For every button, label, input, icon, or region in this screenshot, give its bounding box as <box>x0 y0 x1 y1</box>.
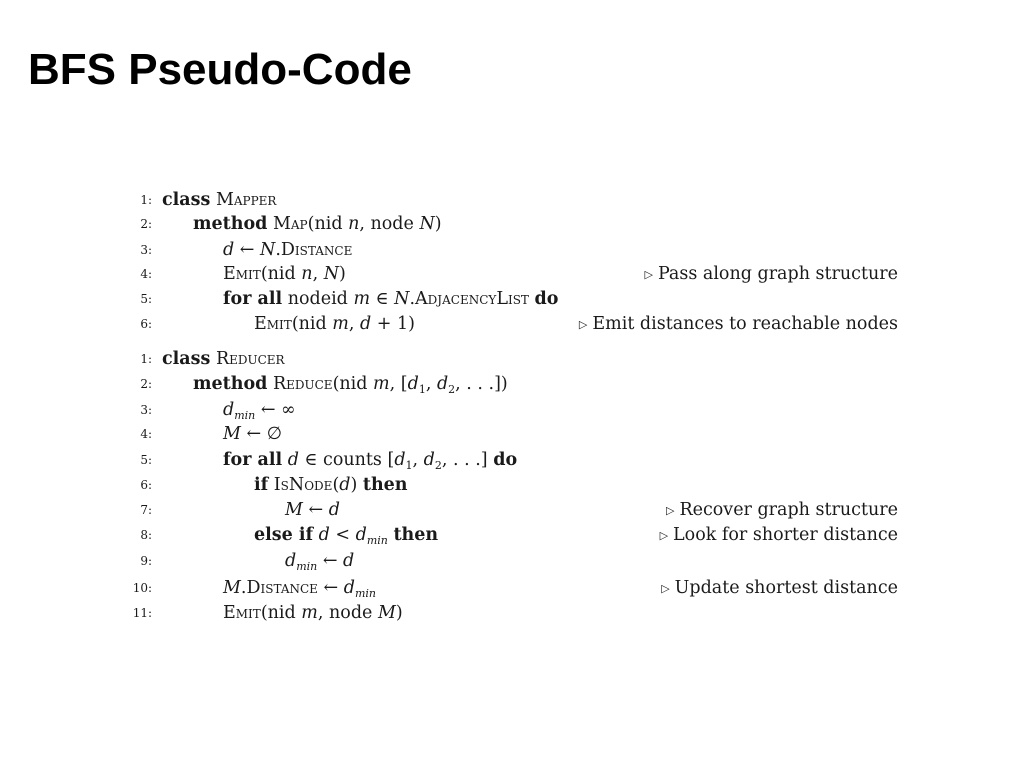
comment <box>579 314 898 334</box>
code-text: M ← d <box>285 500 340 520</box>
line-number: 2: <box>140 377 152 391</box>
reducer-line-3 <box>0 400 1024 424</box>
code-text: $d_{min}$ ← ∞ <box>223 400 296 422</box>
line-number: 1: <box>140 352 152 366</box>
line-number: 4: <box>140 427 152 441</box>
comment-text: Emit distances to reachable nodes <box>592 314 898 334</box>
code-text: $d_{min}$ ← d <box>285 551 355 573</box>
reducer-line-9 <box>0 551 1024 575</box>
code-text: Emit(nid n, N) <box>223 264 346 284</box>
mapper-line-1 <box>0 190 1024 214</box>
reducer-line-11 <box>0 603 1024 627</box>
code-text: else if $d < d_{min}$ then <box>254 525 439 547</box>
line-number: 9: <box>140 554 152 568</box>
code-text: class Reducer <box>162 349 285 369</box>
comment <box>660 525 898 545</box>
code-text: M ← ∅ <box>223 424 282 444</box>
code-text: class Mapper <box>162 190 277 210</box>
reducer-line-6 <box>0 475 1024 499</box>
line-number: 5: <box>140 453 152 467</box>
code-text: Emit(nid m, d + 1) <box>254 314 415 334</box>
code-text: if IsNode(d) then <box>254 475 408 495</box>
reducer-line-10 <box>0 578 1024 602</box>
line-number: 8: <box>140 528 152 542</box>
reducer-line-4 <box>0 424 1024 448</box>
reducer-line-5 <box>0 450 1024 474</box>
comment-triangle-icon: ▷ <box>644 268 653 281</box>
comment <box>666 500 898 520</box>
line-number: 4: <box>140 267 152 281</box>
mapper-line-5 <box>0 289 1024 313</box>
code-text: M.Distance ← $d_{min}$ <box>223 578 376 600</box>
mapper-line-2 <box>0 214 1024 238</box>
line-number: 7: <box>140 503 152 517</box>
code-text: method Map(nid n, node N) <box>193 214 442 234</box>
comment-text: Update shortest distance <box>674 578 898 598</box>
line-number: 6: <box>140 317 152 331</box>
comment-text: Recover graph structure <box>679 500 898 520</box>
code-text: for all d ∈ counts [$d_1$, $d_2$, . . .] do <box>223 450 518 472</box>
comment <box>644 264 898 284</box>
mapper-line-6 <box>0 314 1024 338</box>
code-text: Emit(nid m, node M) <box>223 603 403 623</box>
line-number: 6: <box>140 478 152 492</box>
line-number: 11: <box>132 606 152 620</box>
code-text: d ← N.Distance <box>223 240 353 260</box>
line-number: 10: <box>132 581 152 595</box>
comment <box>661 578 898 598</box>
comment-triangle-icon: ▷ <box>661 582 670 595</box>
reducer-line-2 <box>0 374 1024 398</box>
comment-text: Pass along graph structure <box>657 264 898 284</box>
mapper-line-4 <box>0 264 1024 288</box>
comment-triangle-icon: ▷ <box>659 529 669 542</box>
line-number: 3: <box>140 243 152 257</box>
slide-title: BFS Pseudo-Code <box>28 45 412 94</box>
reducer-line-7 <box>0 500 1024 524</box>
reducer-line-8 <box>0 525 1024 549</box>
line-number: 2: <box>140 217 152 231</box>
code-text: for all nodeid m ∈ N.AdjacencyList do <box>223 289 559 309</box>
code-text: method Reduce(nid m, [$d_1$, $d_2$, . . .]) <box>193 374 508 396</box>
line-number: 5: <box>140 292 152 306</box>
comment-triangle-icon: ▷ <box>665 504 675 517</box>
mapper-line-3 <box>0 240 1024 264</box>
comment-text: Look for shorter distance <box>673 525 898 545</box>
reducer-line-1 <box>0 349 1024 373</box>
line-number: 1: <box>140 193 152 207</box>
comment-triangle-icon: ▷ <box>578 318 588 331</box>
line-number: 3: <box>140 403 152 417</box>
